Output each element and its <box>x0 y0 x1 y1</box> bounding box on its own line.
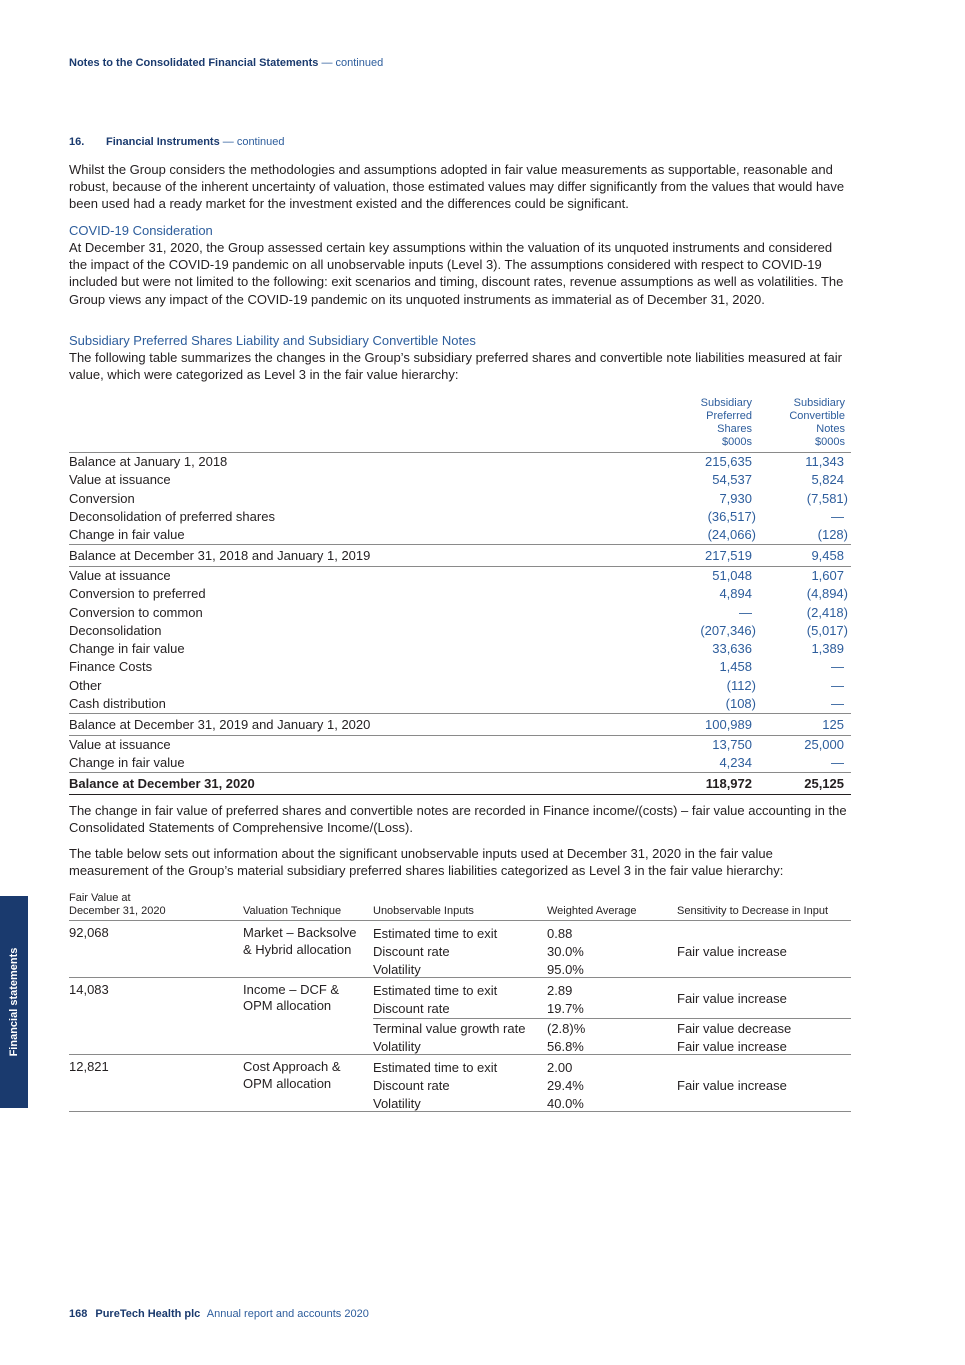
page-number: 168 <box>69 1308 88 1320</box>
table-row <box>69 736 851 754</box>
table-row <box>69 754 851 772</box>
input: Terminal value growth rate <box>373 1021 526 1036</box>
notes-value: — <box>831 677 844 693</box>
table-row <box>69 567 851 585</box>
table-row <box>69 508 851 526</box>
running-header-suffix: — continued <box>321 57 384 69</box>
table-row <box>69 526 851 544</box>
row-label: Deconsolidation of preferred shares <box>69 508 275 524</box>
input: Estimated time to exit <box>373 983 498 998</box>
header-average: Weighted Average <box>547 905 637 917</box>
notes-value: (2,418) <box>806 604 848 620</box>
row-label: Finance Costs <box>69 659 153 675</box>
table-header <box>69 397 851 453</box>
row-divider <box>373 1018 851 1019</box>
preferred-value: 54,537 <box>712 472 752 488</box>
running-header <box>69 57 383 69</box>
technique-line2: OPM allocation <box>243 998 332 1013</box>
preferred-value: 13,750 <box>712 736 752 752</box>
row-label: Balance at December 31, 2018 and January 1, 2019 <box>69 548 371 564</box>
notes-value: 5,824 <box>811 472 844 488</box>
notes-value: 9,458 <box>811 548 844 564</box>
running-header-title: Notes to the Consolidated Financial Statements <box>69 57 319 69</box>
sensitivity: Fair value increase <box>677 944 787 959</box>
section-heading <box>69 136 285 148</box>
header-inputs: Unobservable Inputs <box>373 905 474 917</box>
average: 56.8% <box>547 1039 584 1054</box>
table-group-2019 <box>69 567 851 714</box>
technique-line2: OPM allocation <box>243 1076 332 1091</box>
table-row <box>69 677 851 695</box>
notes-value: — <box>831 659 844 675</box>
liability-movement-table <box>69 397 851 795</box>
notes-value: 125 <box>822 717 844 733</box>
row-label: Cash distribution <box>69 696 166 712</box>
input: Estimated time to exit <box>373 1060 498 1075</box>
sensitivity: Fair value increase <box>677 1078 787 1093</box>
sensitivity: Fair value increase <box>677 991 787 1006</box>
preferred-value: 1,458 <box>719 659 752 675</box>
unobservable-inputs-table <box>69 893 851 1112</box>
table-row <box>69 773 851 794</box>
preferred-value: 118,972 <box>705 776 752 792</box>
row-label: Conversion to common <box>69 604 203 620</box>
column-header-convertible-notes: Subsidiary Convertible Notes $000s <box>789 397 845 448</box>
preferred-value: (112) <box>726 677 756 693</box>
input: Volatility <box>373 1039 421 1054</box>
row-label: Balance at December 31, 2019 and January 1, 2020 <box>69 717 371 733</box>
notes-value: 11,343 <box>805 454 844 469</box>
notes-value: — <box>831 508 844 524</box>
input: Volatility <box>373 1096 421 1111</box>
notes-value: (4,894) <box>806 586 848 602</box>
row-label: Deconsolidation <box>69 622 162 638</box>
header-sensitivity: Sensitivity to Decrease in Input <box>677 905 829 917</box>
table-row <box>69 658 851 676</box>
side-tab-label: Financial statements <box>8 947 20 1057</box>
preferred-value: (24,066) <box>707 527 756 543</box>
preferred-value: 33,636 <box>712 641 752 657</box>
notes-value: 1,607 <box>811 567 844 583</box>
preferred-value: 4,234 <box>719 755 752 771</box>
row-label: Change in fair value <box>69 527 185 543</box>
table-row <box>69 921 851 978</box>
average: 2.89 <box>547 983 573 998</box>
table-row <box>69 695 851 713</box>
column-header-preferred-shares: Subsidiary Preferred Shares $000s <box>700 397 752 448</box>
row-label: Conversion to preferred <box>69 586 206 602</box>
input: Estimated time to exit <box>373 926 498 941</box>
notes-value: 25,125 <box>804 776 844 792</box>
table-row <box>69 978 851 1055</box>
table-row <box>69 1055 851 1112</box>
fair-value: 14,083 <box>69 982 109 997</box>
preferred-value: (36,517) <box>707 508 756 524</box>
section-side-tab[interactable] <box>0 896 28 1108</box>
subsidiary-paragraph: The following table summarizes the changes in the Group’s subsidiary preferred shares and convertible note liabilities measured at fair value, which were categorized as Level 3 in the fair value hierarchy: <box>69 350 842 383</box>
table-header <box>69 893 851 921</box>
table2-intro-paragraph: The table below sets out information about the significant unobservable inputs used at December 31, 2020 in the fair value measurement of the Group’s material subsidiary preferred shares liabilities categorized as Level 3 in the fair value hierarchy: <box>69 846 784 879</box>
average: (2.8)% <box>547 1021 586 1036</box>
table-row <box>69 545 851 566</box>
input: Volatility <box>373 962 421 977</box>
table-row <box>69 622 851 640</box>
input: Discount rate <box>373 944 450 959</box>
sensitivity: Fair value decrease <box>677 1021 792 1036</box>
table-row <box>69 640 851 658</box>
header-fair-value-line1: Fair Value at <box>69 892 131 904</box>
preferred-value: (207,346) <box>700 622 756 638</box>
notes-value: — <box>831 755 844 771</box>
preferred-value: 4,894 <box>719 586 752 602</box>
table-row <box>69 490 851 508</box>
table-row <box>69 453 851 471</box>
footer-company: PureTech Health plc <box>95 1308 201 1320</box>
table-closing-balance <box>69 773 851 795</box>
section-suffix: — continued <box>222 136 285 148</box>
notes-value: 25,000 <box>804 736 844 752</box>
sensitivity: Fair value increase <box>677 1039 787 1054</box>
header-fair-value <box>69 892 166 918</box>
section-title: Financial Instruments <box>106 136 220 148</box>
page-footer <box>69 1308 369 1320</box>
notes-value: 1,389 <box>811 641 844 657</box>
preferred-value: 7,930 <box>719 490 752 506</box>
header-fair-value-line2: December 31, 2020 <box>69 905 166 917</box>
change-paragraph: The change in fair value of preferred shares and convertible notes are recorded in Finance income/(costs) – fair value accounting in the Consolidated Statements of Comprehensive Income/(Loss). <box>69 803 847 836</box>
row-label: Change in fair value <box>69 755 185 771</box>
average: 40.0% <box>547 1096 584 1111</box>
row-label: Balance at December 31, 2020 <box>69 776 255 792</box>
preferred-value: 217,519 <box>705 548 752 564</box>
table-balance-2020-open <box>69 714 851 736</box>
average: 95.0% <box>547 962 584 977</box>
row-label: Change in fair value <box>69 641 185 657</box>
input: Discount rate <box>373 1001 450 1016</box>
technique-line1: Market – Backsolve <box>243 925 357 940</box>
table-row <box>69 604 851 622</box>
row-label: Value at issuance <box>69 736 171 752</box>
footer-report: Annual report and accounts 2020 <box>206 1308 369 1320</box>
preferred-value: 100,989 <box>705 717 752 733</box>
technique-line1: Cost Approach & <box>243 1059 341 1074</box>
row-label: Balance at January 1, 2018 <box>69 454 228 469</box>
notes-value: (7,581) <box>806 490 848 506</box>
fair-value: 92,068 <box>69 925 109 940</box>
notes-value: (128) <box>817 527 848 543</box>
row-label: Value at issuance <box>69 472 171 488</box>
covid-paragraph: At December 31, 2020, the Group assessed certain key assumptions within the valuation of its unquoted instruments and considered the impact of the COVID-19 pandemic on all unobservable inputs (Level 3). The assumptions considered with respect to COVID-19 included but were not limited to the following: exit scenarios and timing, discount rates, revenue assumptions as well as volatilities. The Group views any impact of the COVID-19 pandemic on its unquoted instruments as immaterial as of December 31, 2020. <box>69 240 844 307</box>
preferred-value: (108) <box>725 696 756 712</box>
average: 29.4% <box>547 1078 584 1093</box>
table-group-2018 <box>69 453 851 545</box>
notes-value: — <box>831 696 844 712</box>
row-label: Conversion <box>69 490 135 506</box>
table-row <box>69 714 851 735</box>
preferred-value: — <box>739 604 752 620</box>
technique-line2: & Hybrid allocation <box>243 942 352 957</box>
preferred-value: 215,635 <box>705 454 752 469</box>
fair-value: 12,821 <box>69 1059 109 1074</box>
technique-line1: Income – DCF & <box>243 982 340 997</box>
table-balance-2019-open <box>69 545 851 567</box>
row-label: Value at issuance <box>69 567 171 583</box>
average: 30.0% <box>547 944 584 959</box>
header-technique: Valuation Technique <box>243 905 342 917</box>
table-row <box>69 471 851 489</box>
row-label: Other <box>69 677 102 693</box>
notes-value: (5,017) <box>806 622 848 638</box>
table-group-2020 <box>69 736 851 774</box>
table-row <box>69 585 851 603</box>
covid-heading: COVID-19 Consideration <box>69 223 213 238</box>
input: Discount rate <box>373 1078 450 1093</box>
average: 2.00 <box>547 1060 573 1075</box>
subsidiary-heading: Subsidiary Preferred Shares Liability and Subsidiary Convertible Notes <box>69 333 476 348</box>
average: 0.88 <box>547 926 573 941</box>
average: 19.7% <box>547 1001 584 1016</box>
section-number: 16. <box>69 136 85 148</box>
preferred-value: 51,048 <box>712 567 752 583</box>
intro-paragraph: Whilst the Group considers the methodologies and assumptions adopted in fair value measurements as supportable, reasonable and robust, because of the inherent uncertainty of valuation, those estimated values may differ significantly from the values that would have been used had a ready market for the investment existed and the differences could be significant. <box>69 162 845 212</box>
